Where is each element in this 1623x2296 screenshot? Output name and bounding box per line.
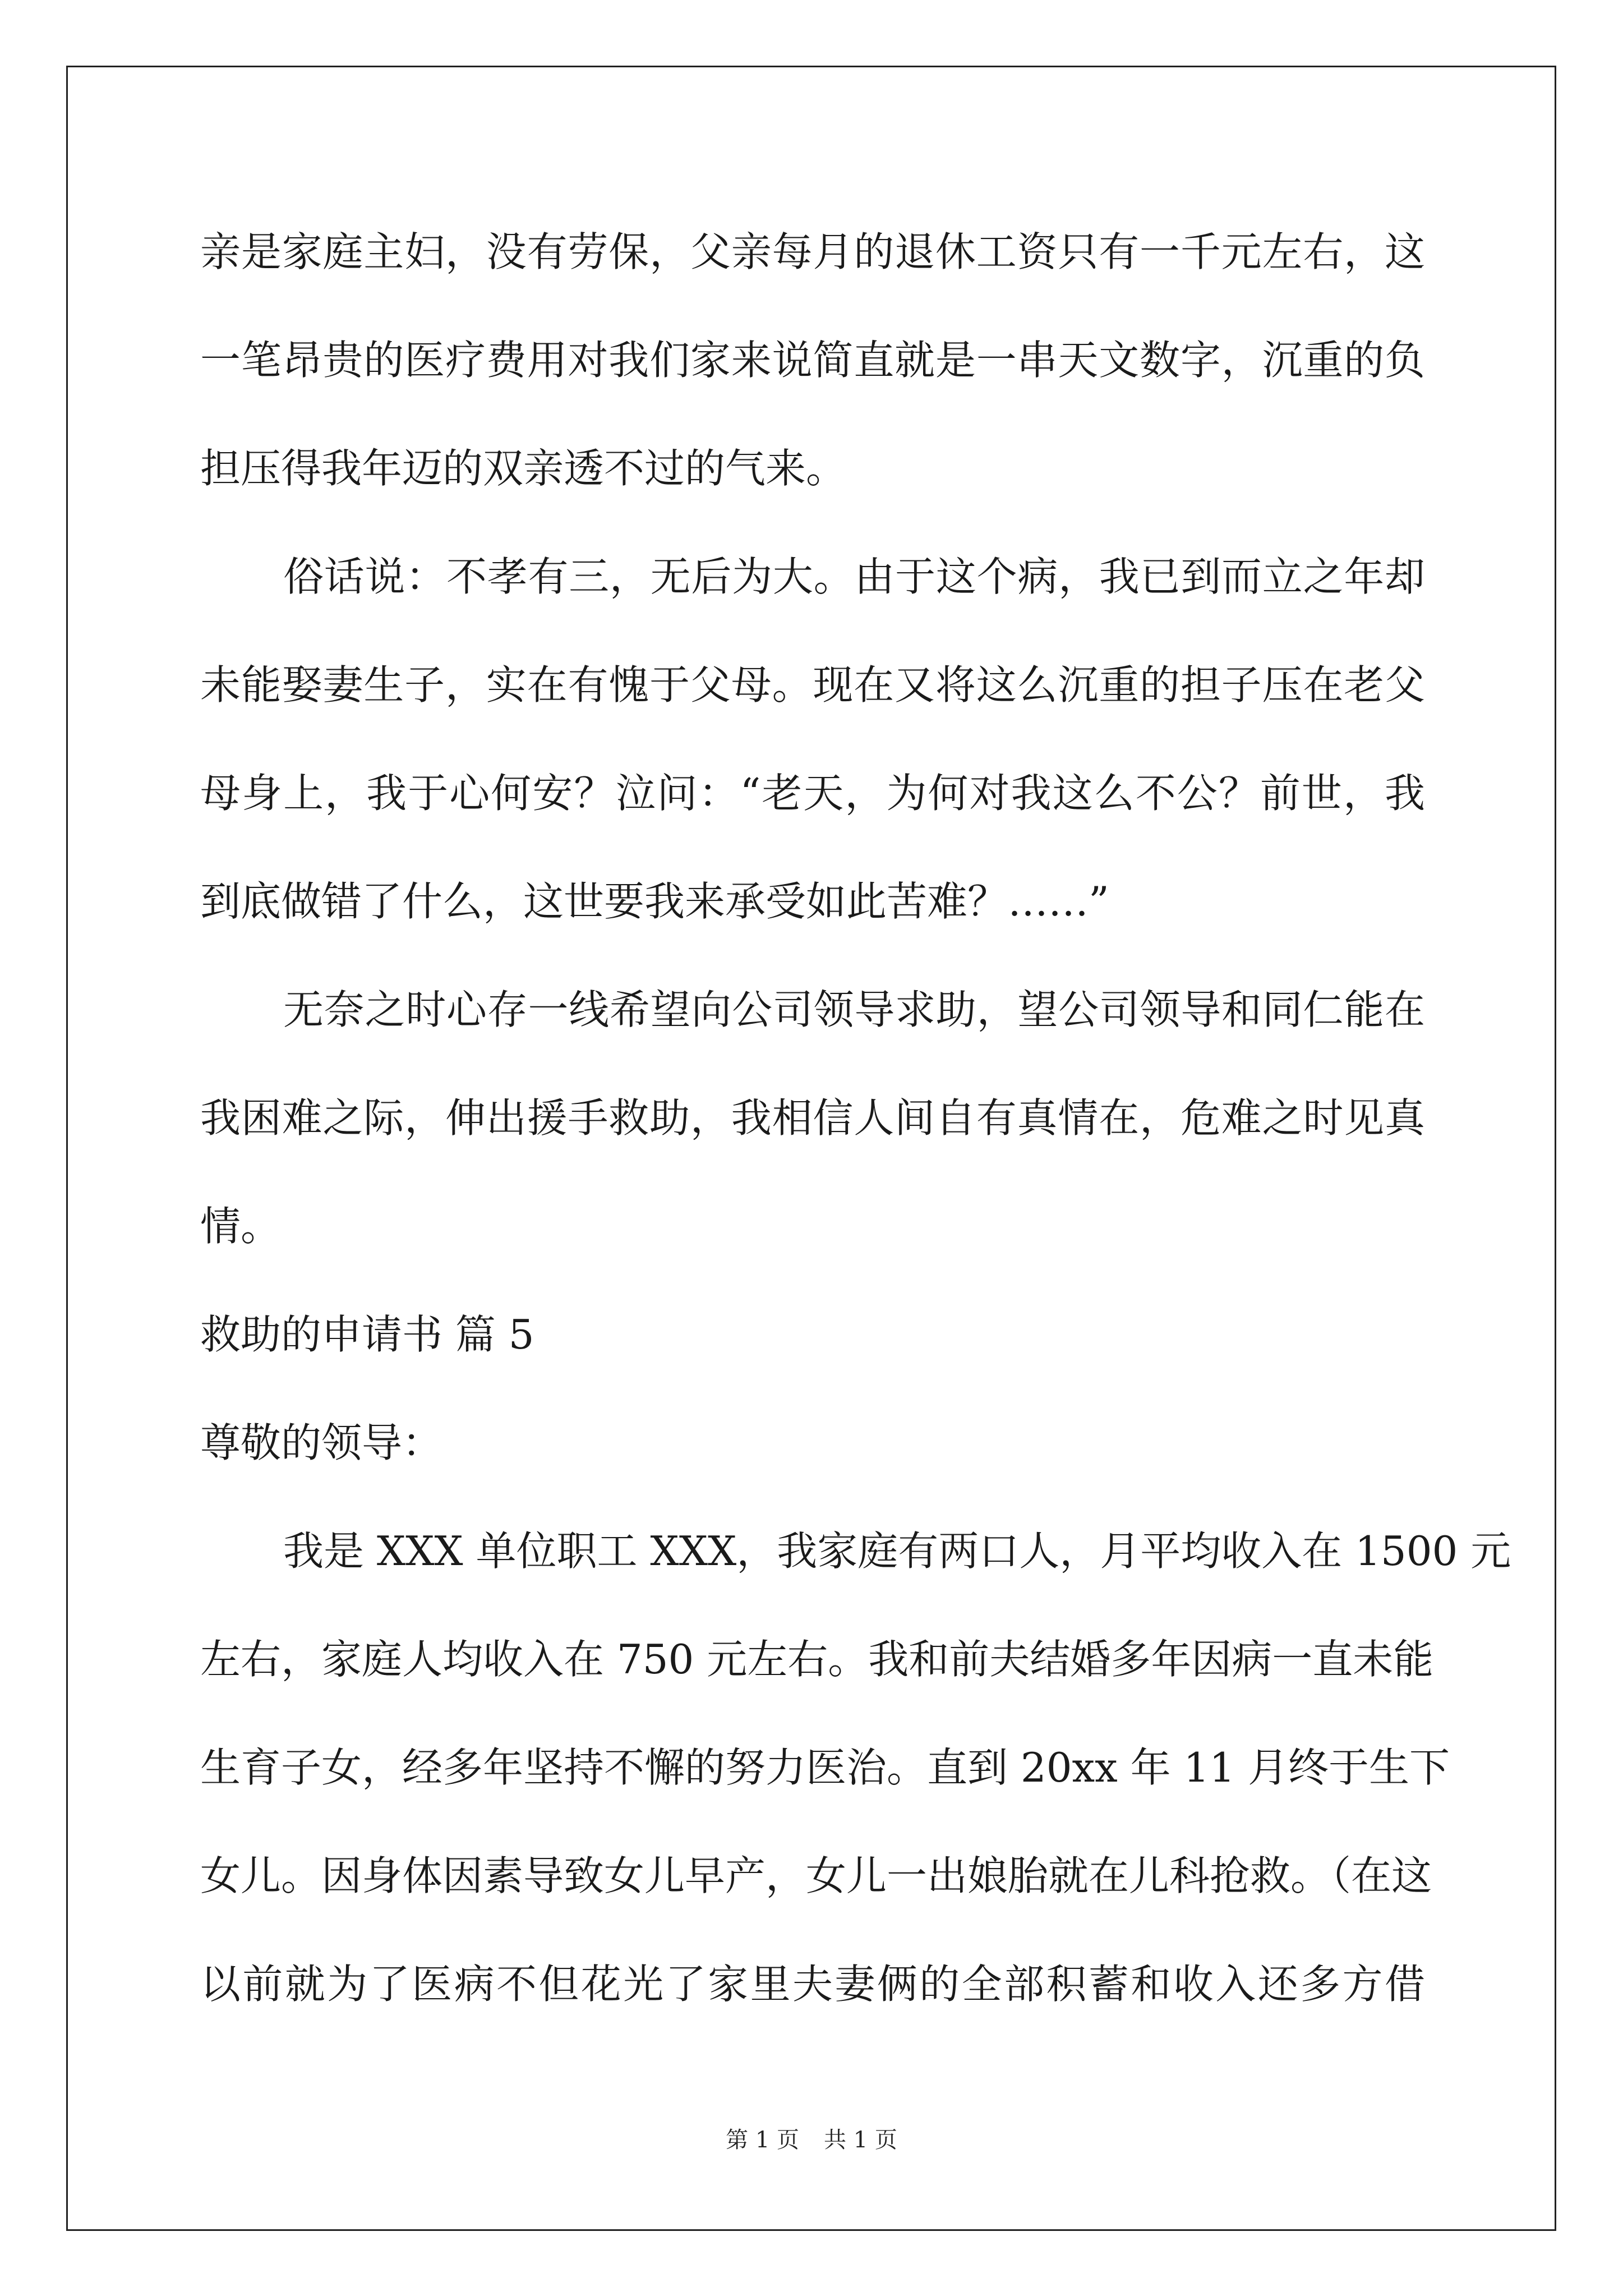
- text-line-17: 以前就为了医病不但花光了家里夫妻俩的全部积蓄和收入还多方借: [200, 1961, 1425, 2008]
- text-line-16: 女儿。因身体因素导致女儿早产，女儿一出娘胎就在儿科抢救。（在这: [200, 1852, 1432, 1899]
- text-line-7: 到底做错了什么，这世要我来承受如此苦难？……”: [200, 878, 1109, 925]
- text-line-13: 我是 XXX 单位职工 XXX，我家庭有两口人，月平均收入在 1500 元: [283, 1527, 1511, 1575]
- salutation: 尊敬的领导：: [200, 1419, 443, 1466]
- document-body: [200, 202, 1511, 2042]
- text-line-14: 左右，家庭人均收入在 750 元左右。我和前夫结婚多年因病一直未能: [200, 1636, 1434, 1683]
- text-line-2: 一笔昂贵的医疗费用对我们家来说简直就是一串天文数字，沉重的负: [200, 337, 1425, 384]
- text-line-8: 无奈之时心存一线希望向公司领导求助，望公司领导和同仁能在: [283, 986, 1425, 1033]
- text-line-10: 情。: [200, 1203, 282, 1250]
- text-line-4: 俗话说：不孝有三，无后为大。由于这个病，我已到而立之年却: [283, 553, 1425, 600]
- text-line-15: 生育子女，经多年坚持不懈的努力医治。直到 20xx 年 11 月终于生下: [200, 1744, 1450, 1791]
- page-number: 第 1 页: [726, 2127, 799, 2153]
- page-footer: [0, 2126, 1623, 2154]
- text-line-9: 我困难之际，伸出援手救助，我相信人间自有真情在，危难之时见真: [200, 1094, 1425, 1142]
- text-line-3: 担压得我年迈的双亲透不过的气来。: [200, 445, 847, 492]
- section-heading: 救助的申请书 篇 5: [200, 1311, 534, 1358]
- text-line-5: 未能娶妻生子，实在有愧于父母。现在又将这么沉重的担子压在老父: [200, 661, 1425, 708]
- text-line-1: 亲是家庭主妇，没有劳保，父亲每月的退休工资只有一千元左右，这: [200, 228, 1425, 275]
- page-total: 共 1 页: [824, 2127, 897, 2153]
- text-line-6: 母身上，我于心何安？泣问：“老天，为何对我这么不公？前世，我: [200, 770, 1425, 817]
